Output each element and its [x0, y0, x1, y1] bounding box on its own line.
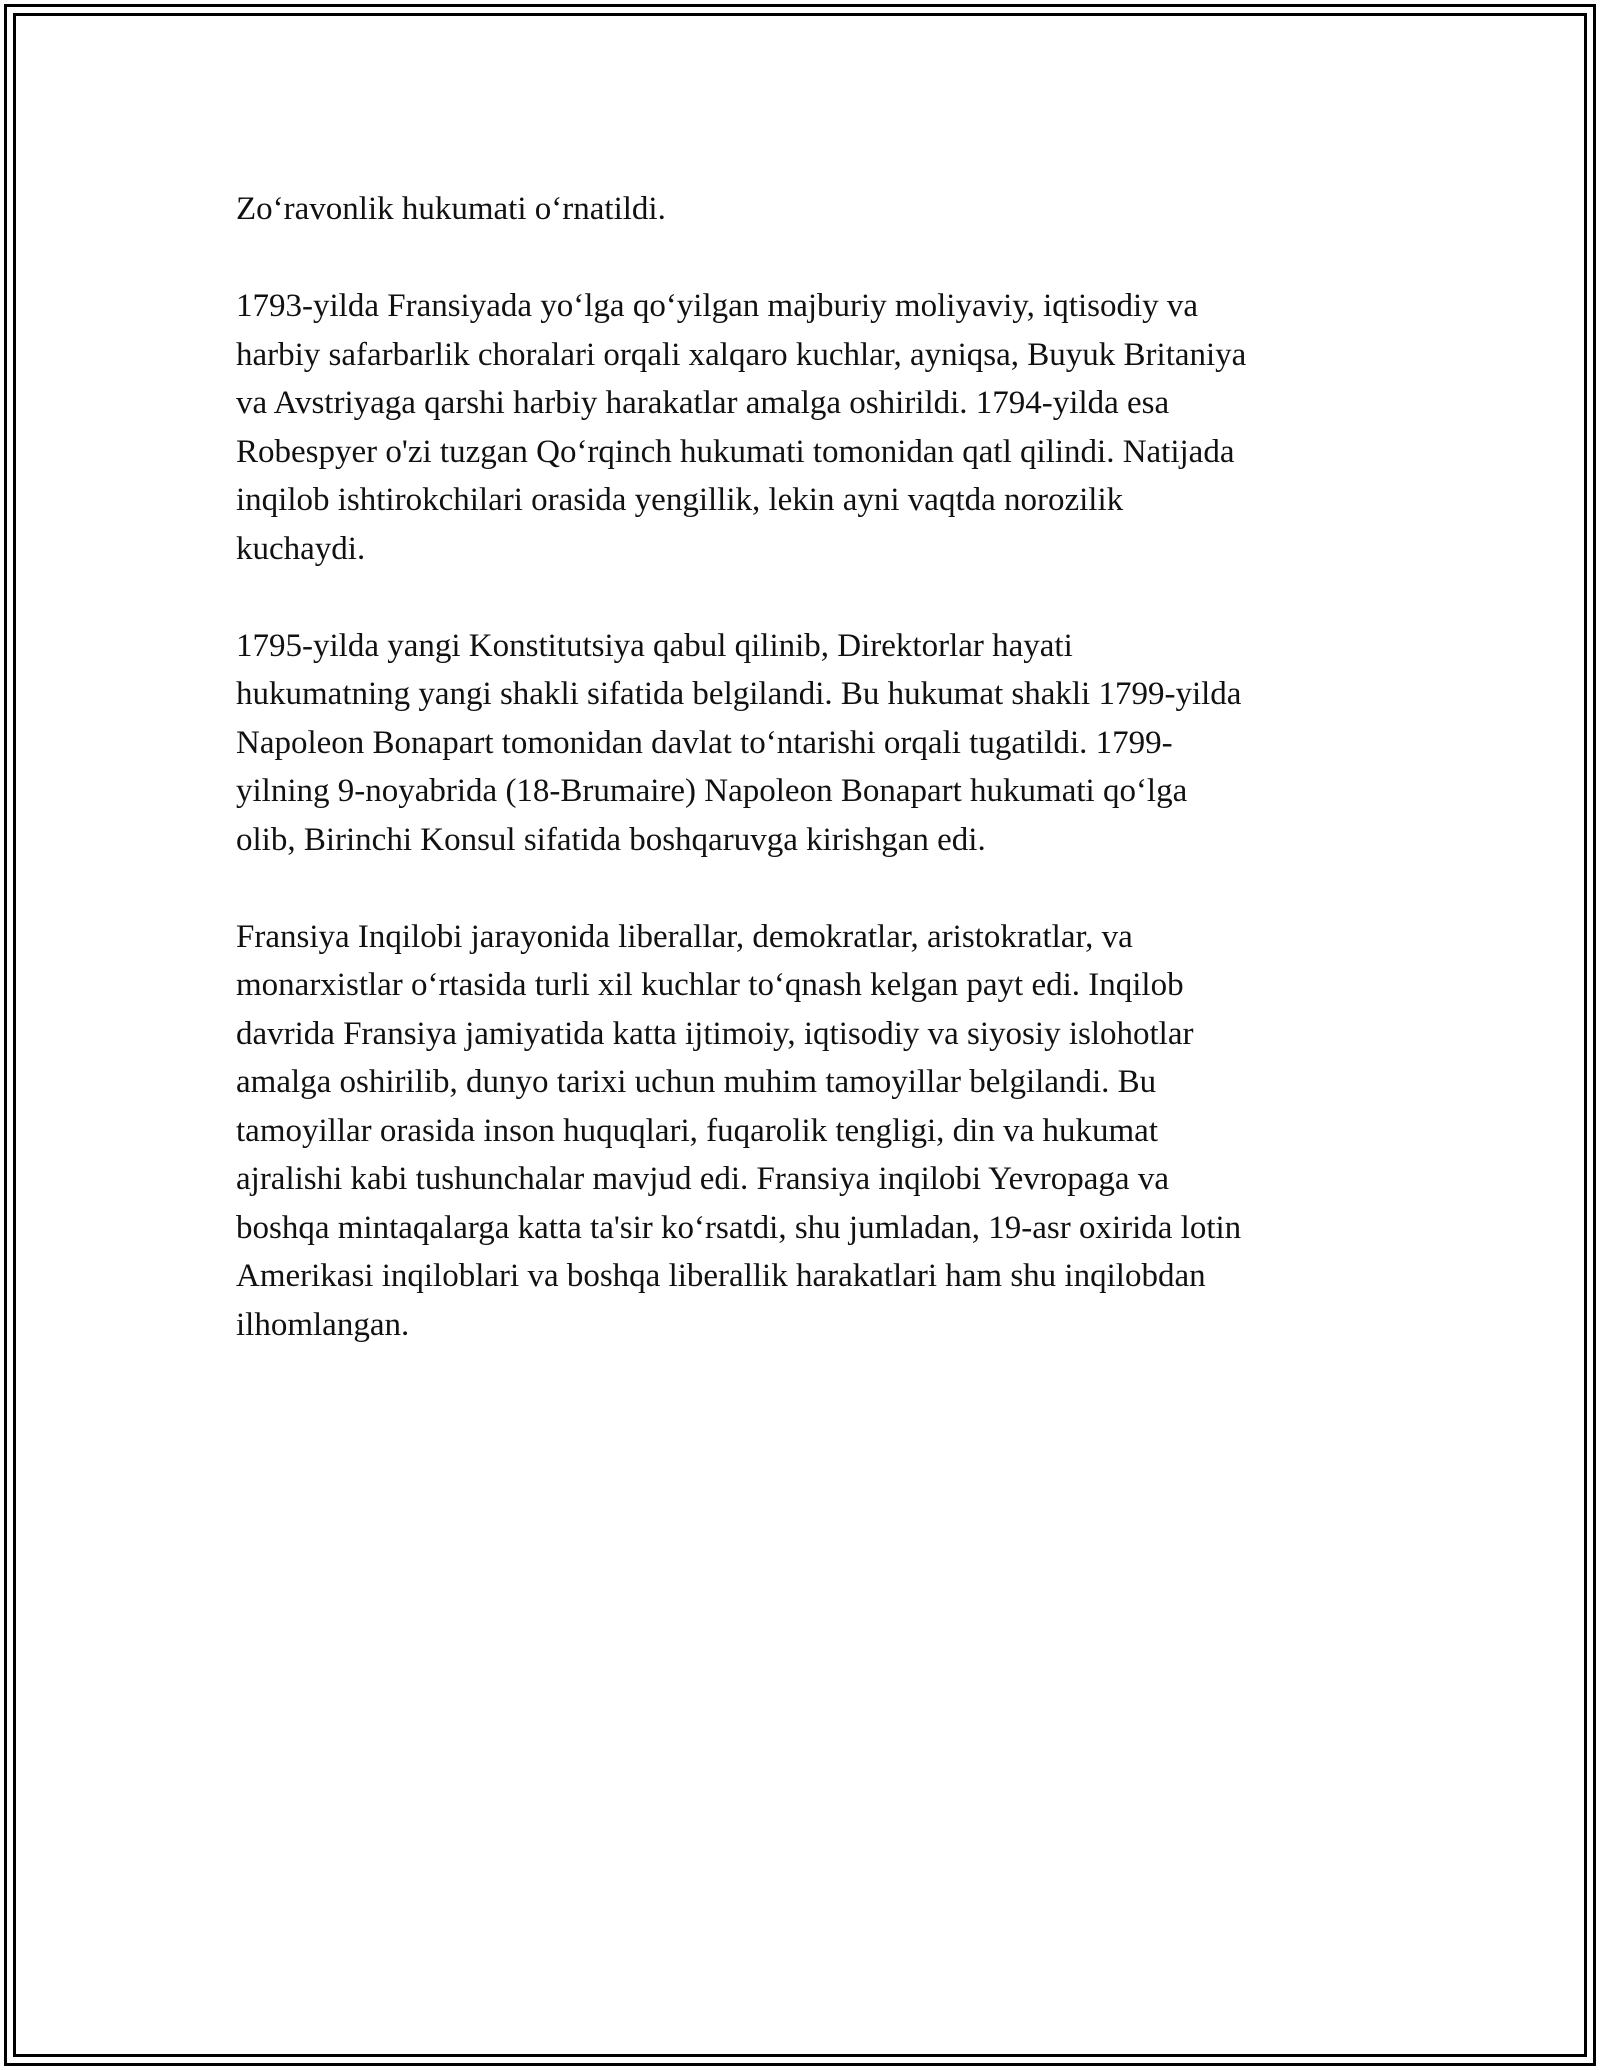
paragraph-1795-constitution: 1795-yilda yangi Konstitutsiya qabul qilinib, Direktorlar hayati hukumatning yangi shakli sifatida belgilandi. Bu hukumat shakli 1799-yilda Napoleon Bonapart tomonidan davlat to‘ntarishi orqali tugatildi. 1799- yilning 9-noyabrida (18-Brumaire) Napoleon Bonapart hukumati qo‘lga olib, Birinchi Konsul sifatida boshqaruvga kirishgan edi. [236, 627, 1242, 858]
paragraph-1793-events: 1793-yilda Fransiyada yo‘lga qo‘yilgan majburiy moliyaviy, iqtisodiy va harbiy safarbarlik choralari orqali xalqaro kuchlar, ayniqsa, Buyuk Britaniya va Avstriyaga qarshi harbiy harakatlar amalga oshirildi. 1794-yilda esa Robespyer o'zi tuzgan Qo‘rqinch hukumati tomonidan qatl qilindi. Natijada inqilob ishtirokchilari orasida yengillik, lekin ayni vaqtda norozilik kuchaydi. [236, 288, 1247, 567]
document-heading-line: Zo‘ravonlik hukumati o‘rnatildi. [236, 191, 666, 227]
paragraph-revolution-impact: Fransiya Inqilobi jarayonida liberallar, demokratlar, aristokratlar, va monarxistlar o‘rtasida turli xil kuchlar to‘qnash kelgan payt edi. Inqilob davrida Fransiya jamiyatida katta ijtimoiy, iqtisodiy va siyosiy islohotlar amalga oshirilib, dunyo tarixi uchun muhim tamoyillar belgilandi. Bu tamoyillar orasida inson huquqlari, fuqarolik tengligi, din va hukumat ajralishi kabi tushunchalar mavjud edi. Fransiya inqilobi Yevropaga va boshqa mintaqalarga katta ta'sir ko‘rsatdi, shu jumladan, 19-asr oxirida lotin Amerikasi inqiloblari va boshqa liberallik harakatlari ham shu inqilobdan ilhomlangan. [236, 918, 1242, 1343]
document-body [236, 185, 1376, 1398]
